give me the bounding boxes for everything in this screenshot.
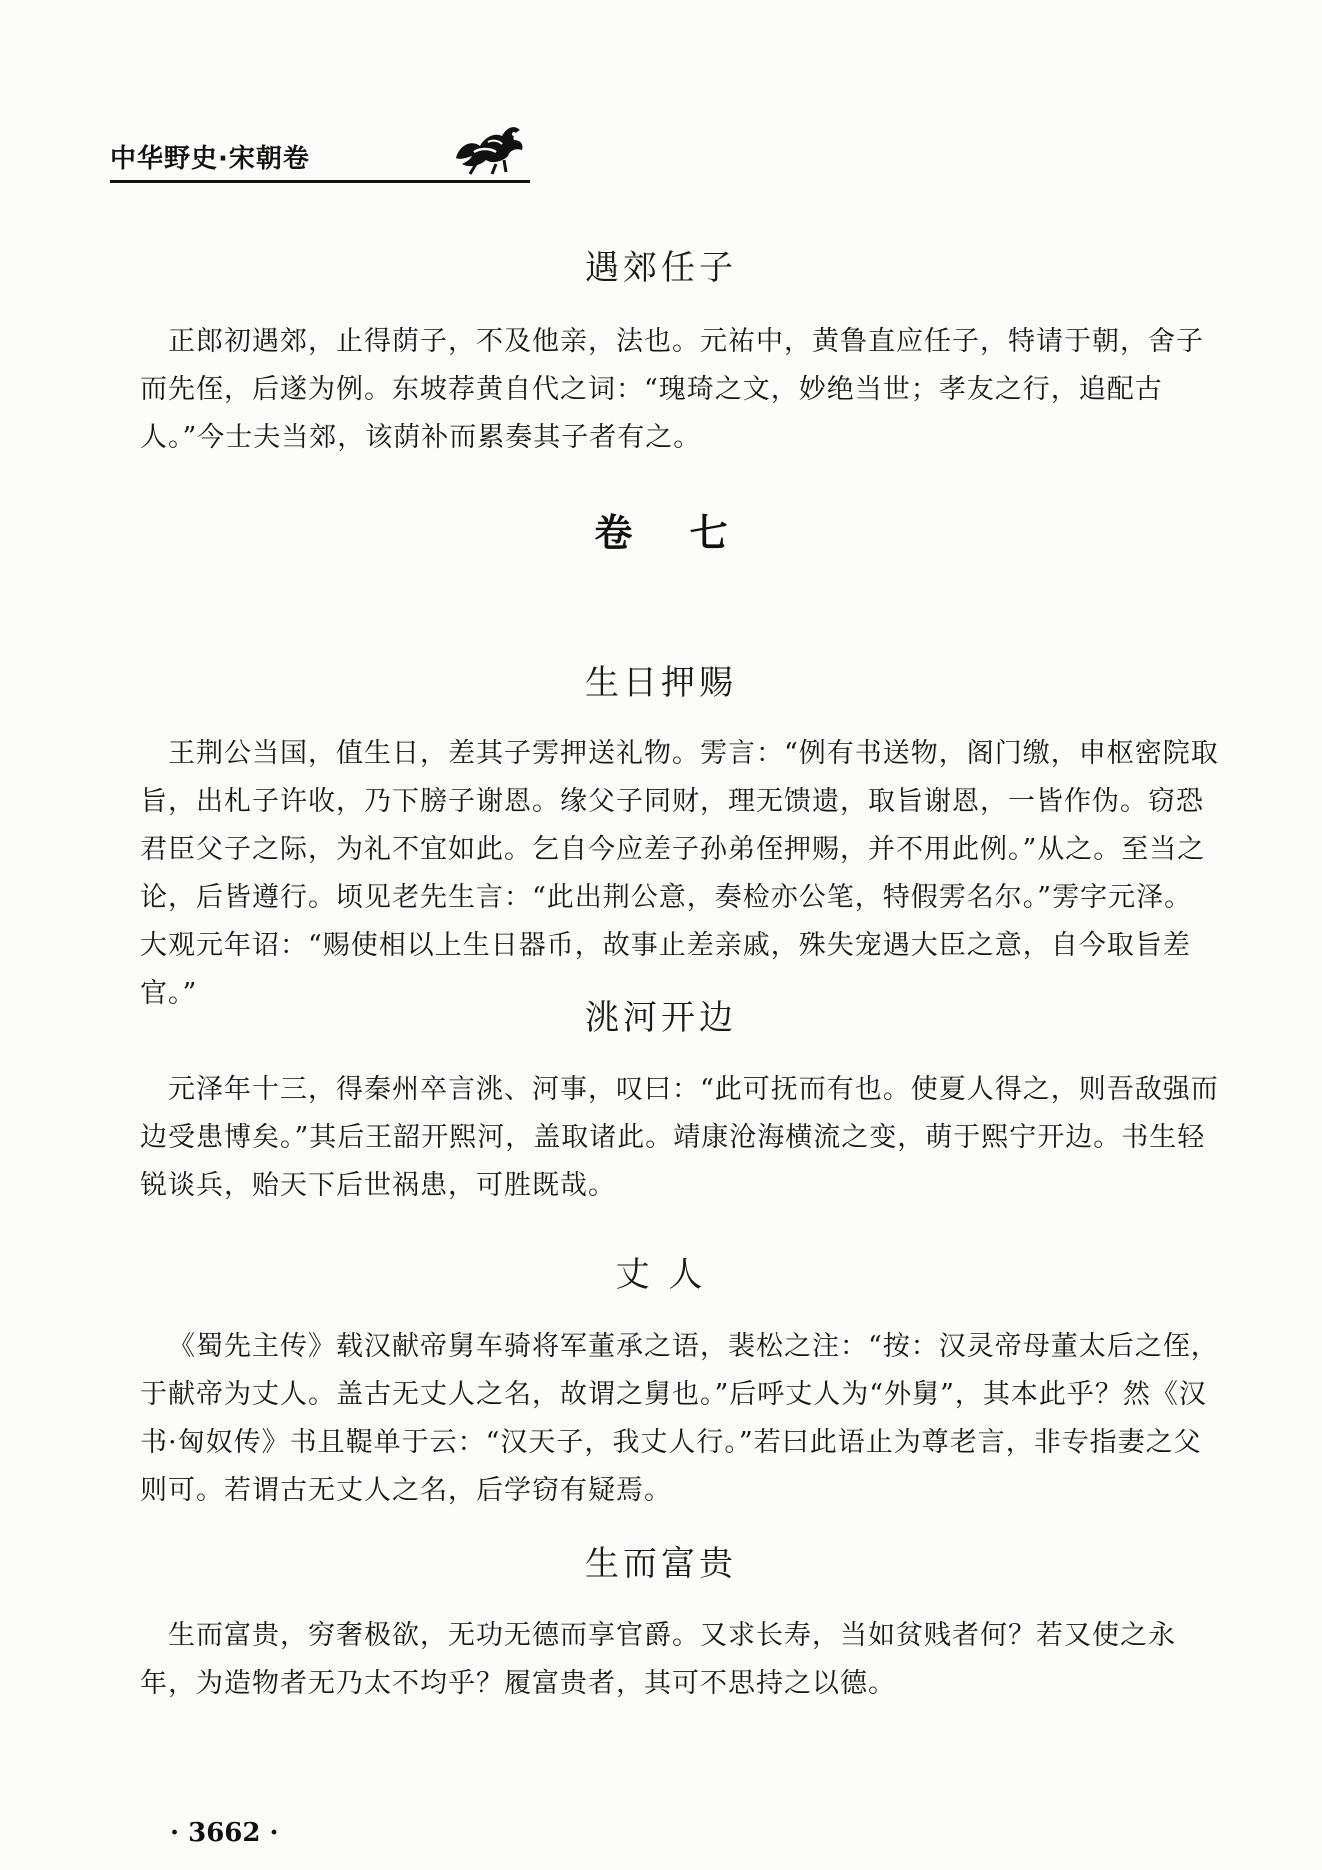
section-body-shengri: 王荆公当国，值生日，差其子雱押送礼物。雱言：“例有书送物，阁门缴，申枢密院取旨，出札子许收，乃下膀子谢恩。缘父子同财，理无馈遗，取旨谢恩，一皆作伪。窃恐君臣父子之际，为礼不宜如此。乞自今应差子孙弟侄押赐，并不用此例。”从之。至当之论，后皆遵行。顷见老先生言：“此出荆公意，奏检亦公笔，特假雱名尔。”雱字元泽。大观元年诏：“赐使相以上生日器币，故事止差亲戚，殊失宠遇大臣之意，自今取旨差官。” bbox=[140, 738, 1219, 1009]
section-title-yujiao: 遇郊任子 bbox=[585, 248, 737, 288]
volume-heading: 卷 七 bbox=[594, 511, 728, 555]
section-title-taohe: 洮河开边 bbox=[585, 998, 737, 1038]
section-title-fugui: 生而富贵 bbox=[585, 1544, 737, 1584]
section-title-zhangren: 丈 人 bbox=[615, 1255, 707, 1295]
header-rule bbox=[110, 180, 530, 183]
dragon-icon bbox=[450, 114, 528, 176]
section-body-yujiao: 正郎初遇郊，止得荫子，不及他亲，法也。元祐中，黄鲁直应任子，特请于朝，舍子而先侄，后遂为例。东坡荐黄自代之词：“瑰琦之文，妙绝当世；孝友之行，追配古人。”今士夫当郊，该荫补而累奏其子者有之。 bbox=[140, 326, 1204, 453]
book-title: 中华野史·宋朝卷 bbox=[110, 144, 310, 174]
section-body-zhangren: 《蜀先主传》载汉献帝舅车骑将军董承之语，裴松之注：“按：汉灵帝母董太后之侄，于献帝为丈人。盖古无丈人之名，故谓之舅也。”后呼丈人为“外舅”，其本此乎？然《汉书·匈奴传》书且鞮单于云：“汉天子，我丈人行。”若曰此语止为尊老言，非专指妻之父则可。若谓古无丈人之名，后学窃有疑焉。 bbox=[140, 1331, 1219, 1506]
section-body-fugui: 生而富贵，穷奢极欲，无功无德而享官爵。又求长寿，当如贫贱者何？若又使之永年，为造物者无乃太不均乎？履富贵者，其可不思持之以德。 bbox=[140, 1620, 1176, 1699]
page-number: · 3662 · bbox=[170, 1818, 279, 1848]
section-title-shengri: 生日押赐 bbox=[585, 663, 737, 703]
section-body-taohe: 元泽年十三，得秦州卒言洮、河事，叹曰：“此可抚而有也。使夏人得之，则吾敌强而边受患博矣。”其后王韶开熙河，盖取诸此。靖康沧海横流之变，萌于熙宁开边。书生轻锐谈兵，贻天下后世祸患，可胜既哉。 bbox=[140, 1074, 1219, 1201]
running-header bbox=[110, 110, 530, 180]
